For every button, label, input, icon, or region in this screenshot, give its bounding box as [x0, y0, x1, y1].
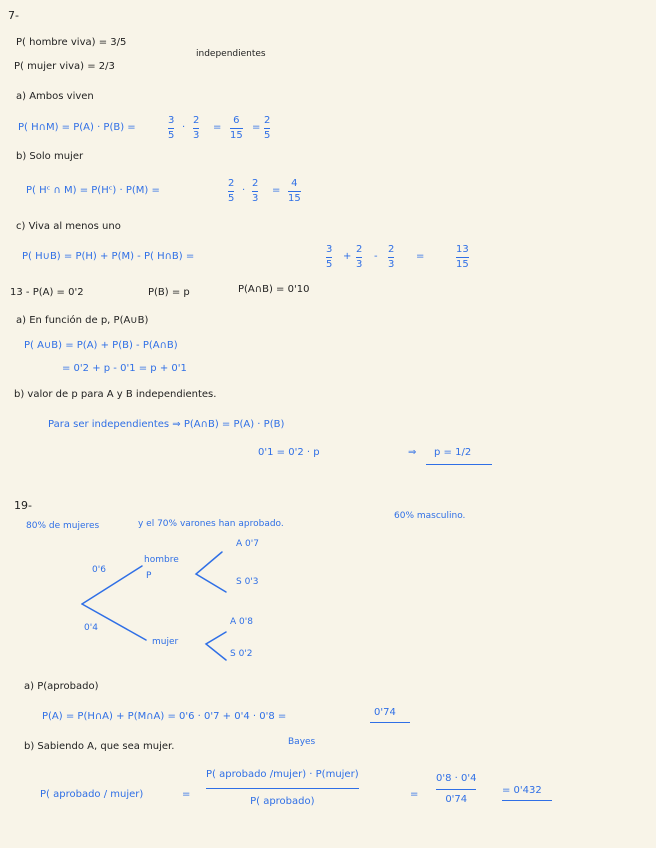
- p7-a-frac4: 2 5: [264, 115, 271, 141]
- leaf-mujer-a: A 0'8: [230, 617, 253, 627]
- p7-b-dot: ·: [242, 185, 246, 196]
- node-hombre-p: P: [146, 571, 152, 581]
- p13-pb: P(B) = p: [148, 287, 190, 298]
- p7-c-frac4: 13 15: [456, 244, 469, 270]
- weight-hombre: 0'6: [92, 565, 106, 575]
- p7-a-equals: =: [213, 122, 222, 133]
- node-mujer: mujer: [152, 637, 179, 647]
- p7-b-label: b) Solo mujer: [16, 151, 84, 162]
- p7-b-equals: =: [272, 185, 281, 196]
- p7-a-frac2: 2 3: [193, 115, 200, 141]
- p7-c-frac3: 2 3: [388, 244, 395, 270]
- p7-b-frac3: 4 15: [288, 178, 301, 204]
- leaf-hombre-a: A 0'7: [236, 539, 259, 549]
- p19-b-result-underline: [502, 800, 552, 801]
- p7-c-minus: -: [374, 251, 378, 262]
- problem-19-number: 19-: [14, 499, 32, 512]
- p13-header: 13 - P(A) = 0'2: [10, 287, 84, 298]
- p19-b-result: = 0'432: [502, 785, 542, 796]
- p19-a-result-underline: [370, 722, 410, 723]
- problem-7-number: 7-: [8, 9, 19, 22]
- p7-c-equals: =: [416, 251, 425, 262]
- p7-c-frac2: 2 3: [356, 244, 363, 270]
- p19-b-lhs: P( aprobado / mujer): [40, 789, 144, 800]
- p13-b-label: b) valor de p para A y B independientes.: [14, 389, 217, 400]
- p7-a-label: a) Ambos viven: [16, 91, 94, 102]
- p7-a-dot: ·: [182, 122, 186, 133]
- p-mujer-line: P( mujer viva) = 2/3: [14, 61, 115, 72]
- p7-c-equation: P( H∪B) = P(H) + P(M) - P( H∩B) =: [22, 251, 195, 262]
- node-hombre: hombre: [144, 555, 179, 565]
- p19-a-result: 0'74: [374, 707, 396, 718]
- p19-a-label: a) P(aprobado): [24, 681, 99, 692]
- p13-b-result: p = 1/2: [434, 447, 472, 458]
- p19-b-equals: =: [182, 789, 191, 800]
- p13-pab: P(A∩B) = 0'10: [238, 284, 310, 295]
- numeric-fraction: 0'8 · 0'4 0'74: [436, 773, 477, 805]
- independientes-note: independientes: [196, 49, 266, 59]
- p13-a-eq1: P( A∪B) = P(A) + P(B) - P(A∩B): [24, 340, 178, 351]
- p19-a-equation: P(A) = P(H∩A) + P(M∩A) = 0'6 · 0'7 + 0'4 · 0'8 =: [42, 711, 287, 722]
- p7-c-frac1: 3 5: [326, 244, 333, 270]
- branch-hombre: [82, 566, 142, 604]
- p7-a-frac3: 6 15: [230, 115, 243, 141]
- p13-a-label: a) En función de p, P(A∪B): [16, 315, 149, 326]
- bayes-note: Bayes: [288, 737, 316, 747]
- p13-b-text: Para ser independientes ⇒ P(A∩B) = P(A) · P(B): [48, 419, 285, 430]
- p19-intro-c: 60% masculino.: [394, 511, 466, 521]
- leaf-hombre-s: S 0'3: [236, 577, 259, 587]
- p7-c-plus: +: [343, 251, 352, 262]
- p7-a-equation: P( H∩M) = P(A) · P(B) =: [18, 122, 136, 133]
- p19-intro-b: y el 70% varones han aprobado.: [138, 519, 284, 529]
- branch-mujer: [82, 604, 146, 640]
- leaf-mujer-s: S 0'2: [230, 649, 253, 659]
- implies-arrow: ⇒: [408, 447, 417, 458]
- p13-b-eq: 0'1 = 0'2 · p: [258, 447, 320, 458]
- p7-b-frac2: 2 3: [252, 178, 259, 204]
- branch-hombre-split: [196, 552, 226, 592]
- p7-a-frac1: 3 5: [168, 115, 175, 141]
- p19-intro-a: 80% de mujeres: [26, 521, 100, 531]
- p19-b-equals-2: =: [410, 789, 419, 800]
- p7-b-frac1: 2 5: [228, 178, 235, 204]
- p7-a-equals-2: =: [252, 122, 261, 133]
- weight-mujer: 0'4: [84, 623, 98, 633]
- p7-c-label: c) Viva al menos uno: [16, 221, 121, 232]
- p-hombre-line: P( hombre viva) = 3/5: [16, 37, 127, 48]
- branch-mujer-split: [206, 632, 226, 660]
- bayes-fraction: P( aprobado /mujer) · P(mujer) P( aprobado): [206, 769, 359, 807]
- p13-a-eq2: = 0'2 + p - 0'1 = p + 0'1: [62, 363, 187, 374]
- p19-b-label: b) Sabiendo A, que sea mujer.: [24, 741, 175, 752]
- p7-b-equation: P( Hᶜ ∩ M) = P(Hᶜ) · P(M) =: [26, 185, 160, 196]
